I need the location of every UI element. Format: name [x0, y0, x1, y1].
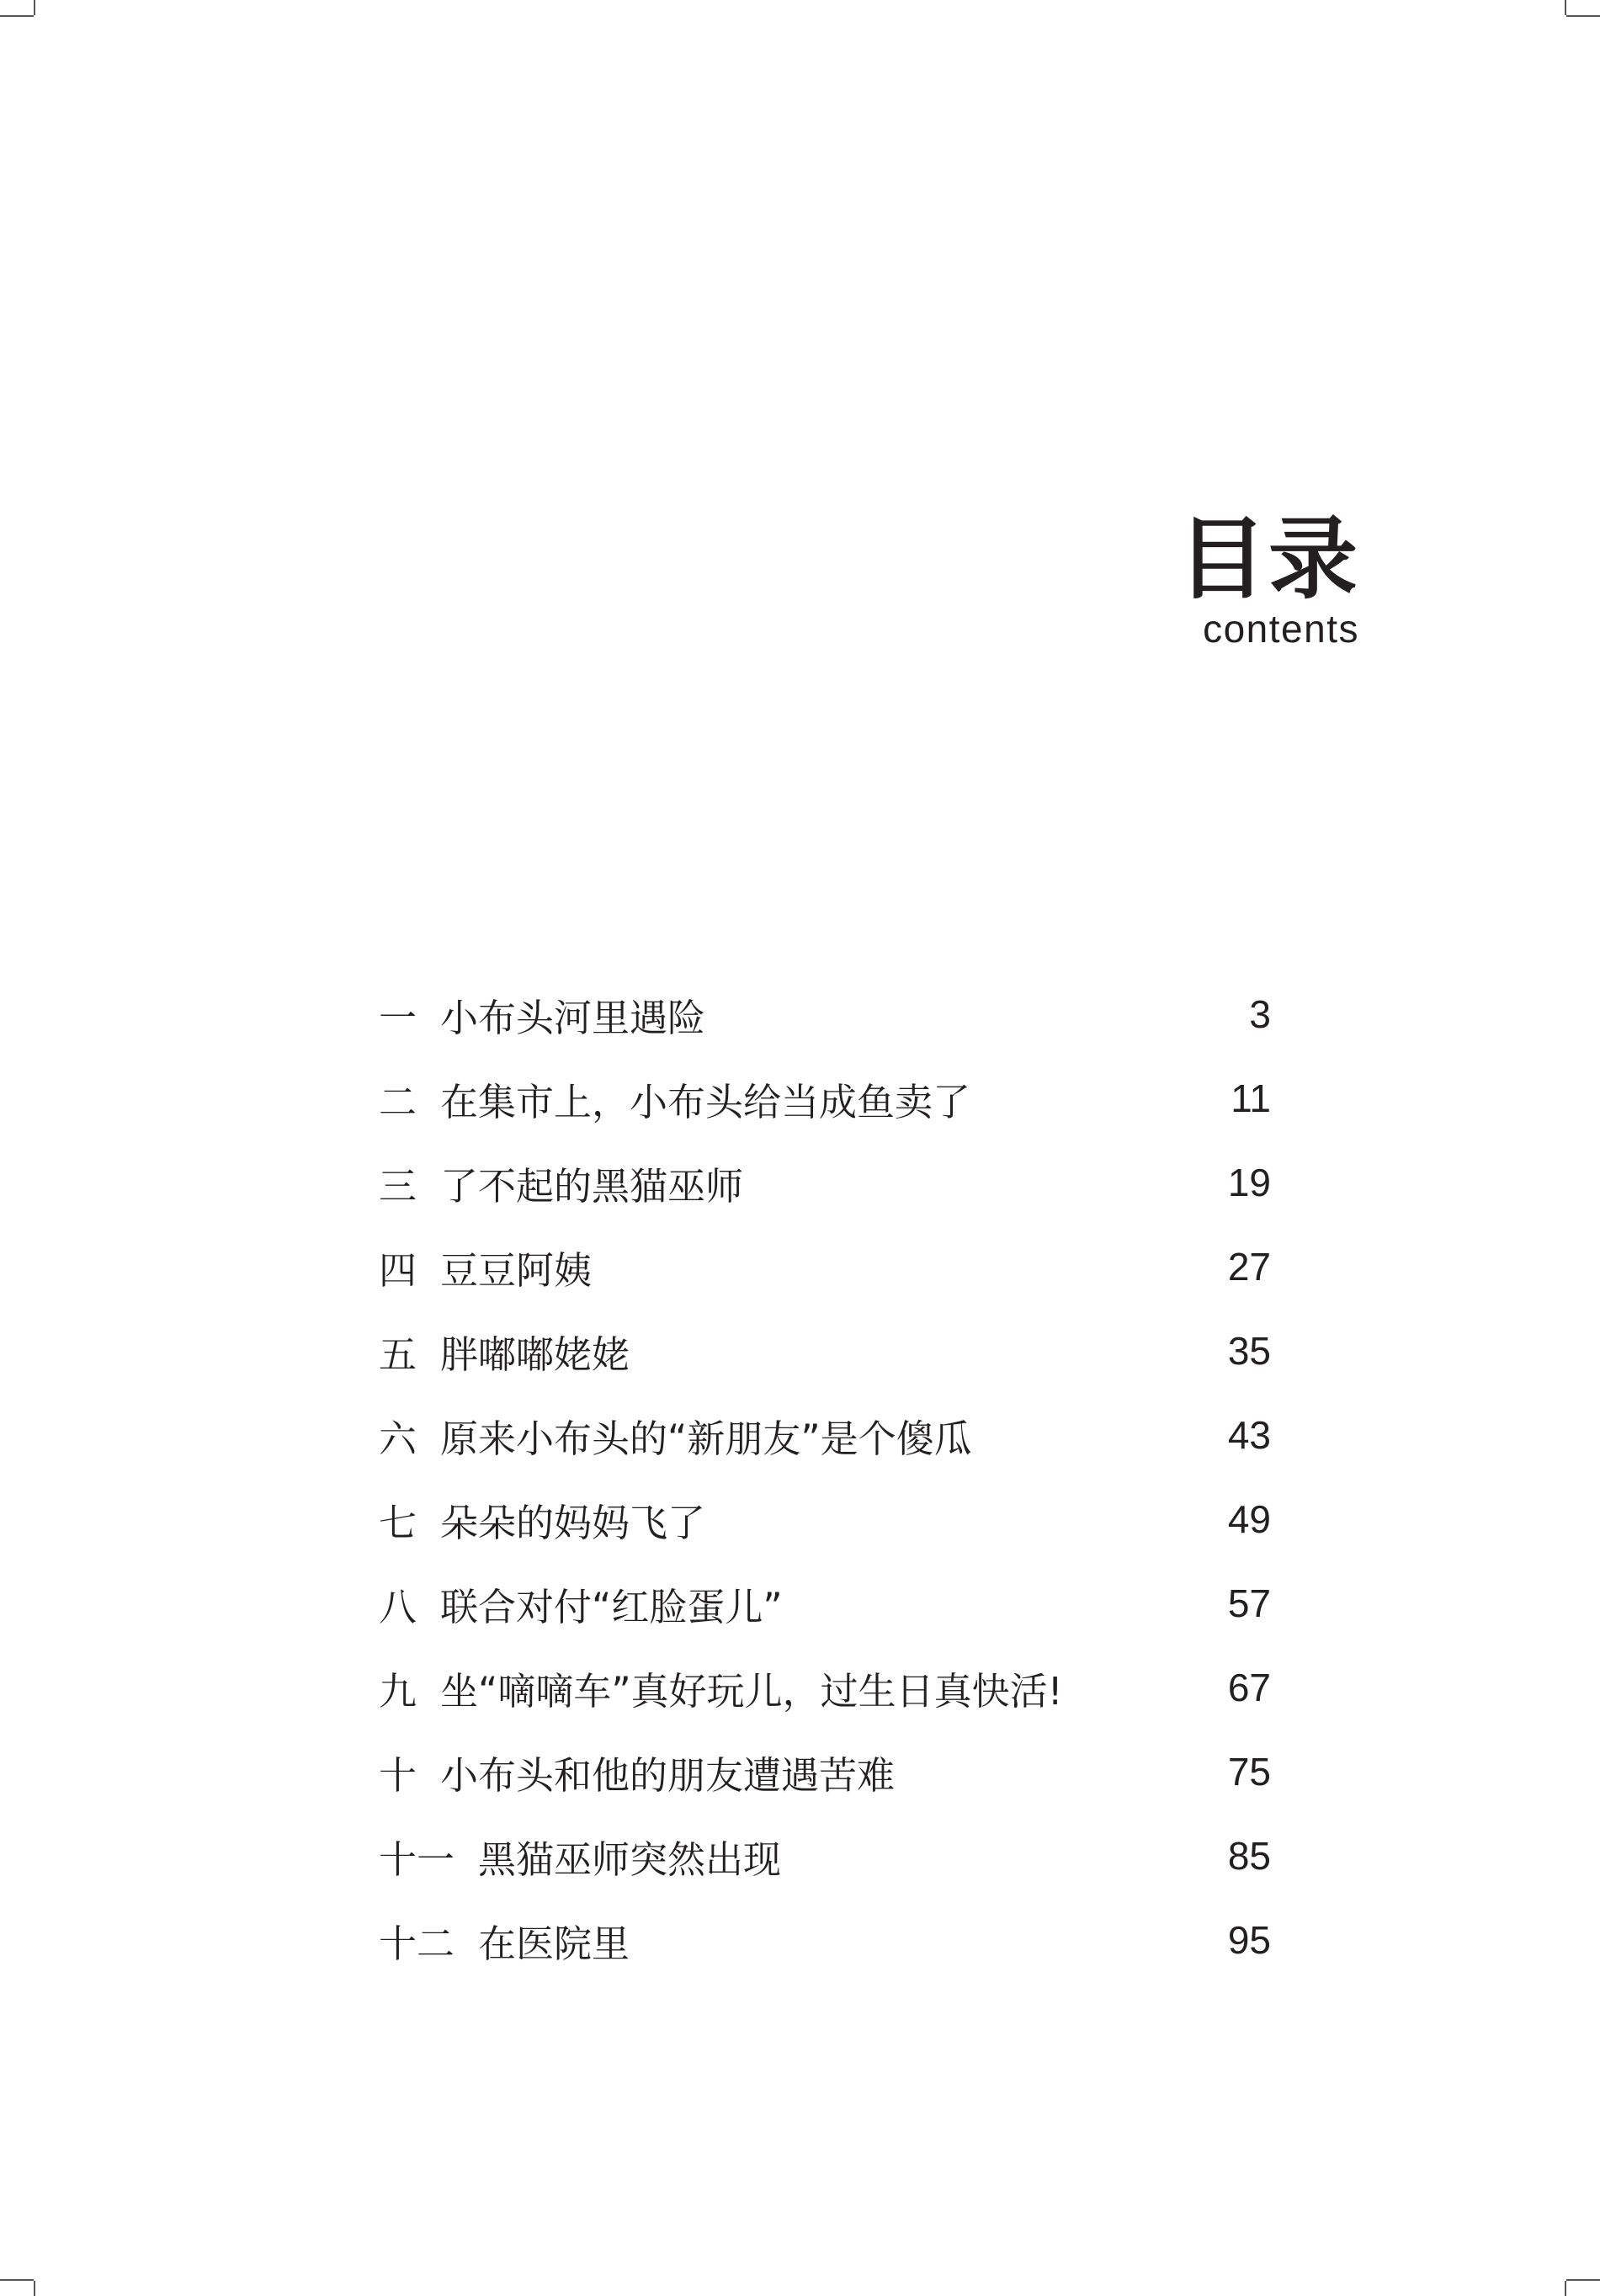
chapter-number: 八 — [379, 1584, 417, 1629]
chapter-number: 三 — [379, 1163, 417, 1209]
crop-mark-top-right-horizontal — [1566, 15, 1600, 17]
chapter-page-number: 95 — [1227, 1918, 1271, 1962]
crop-mark-bottom-left-horizontal — [0, 2279, 34, 2281]
crop-mark-top-right-vertical — [1565, 0, 1566, 15]
chapter-page-number: 27 — [1227, 1245, 1271, 1289]
chapter-number: 七 — [379, 1500, 417, 1545]
toc-entry[interactable] — [379, 1561, 1271, 1645]
toc-entry[interactable] — [379, 1645, 1271, 1730]
toc-heading-title: 目录 — [1177, 508, 1359, 611]
chapter-number: 六 — [379, 1416, 417, 1461]
toc-entry[interactable] — [379, 1140, 1271, 1225]
crop-mark-bottom-right-horizontal — [1566, 2279, 1600, 2281]
chapter-number: 一 — [379, 995, 417, 1040]
crop-mark-bottom-left-vertical — [34, 2281, 35, 2296]
chapter-title: 朵朵的妈妈飞了 — [440, 1500, 706, 1545]
toc-entry[interactable] — [379, 1477, 1271, 1561]
chapter-title: 联合对付“红脸蛋儿” — [440, 1584, 783, 1629]
toc-entry[interactable] — [379, 1056, 1271, 1140]
toc-entry[interactable] — [379, 1225, 1271, 1309]
toc-entry[interactable] — [379, 1730, 1271, 1814]
chapter-title: 坐“嘀嘀车”真好玩儿，过生日真快活! — [440, 1668, 1063, 1714]
toc-heading-subtitle: contents — [1203, 607, 1359, 651]
crop-mark-top-left-vertical — [34, 0, 35, 15]
chapter-number: 九 — [379, 1668, 417, 1714]
chapter-title: 豆豆阿姨 — [440, 1247, 593, 1293]
chapter-page-number: 75 — [1227, 1750, 1271, 1794]
chapter-title: 在医院里 — [478, 1921, 630, 1966]
chapter-page-number: 85 — [1227, 1834, 1271, 1878]
toc-entry[interactable] — [379, 1309, 1271, 1393]
crop-mark-top-left-horizontal — [0, 15, 34, 17]
chapter-page-number: 67 — [1227, 1666, 1271, 1709]
chapter-number: 十二 — [379, 1921, 455, 1966]
chapter-page-number: 3 — [1249, 992, 1271, 1036]
table-of-contents — [379, 972, 1271, 1982]
chapter-title: 了不起的黑猫巫师 — [440, 1163, 744, 1209]
toc-entry[interactable] — [379, 1898, 1271, 1982]
chapter-number: 十一 — [379, 1836, 455, 1882]
chapter-number: 十 — [379, 1752, 417, 1798]
chapter-page-number: 35 — [1227, 1329, 1271, 1373]
chapter-page-number: 57 — [1227, 1581, 1271, 1625]
toc-entry[interactable] — [379, 1393, 1271, 1477]
chapter-title: 小布头和他的朋友遭遇苦难 — [440, 1752, 896, 1798]
toc-heading — [1177, 508, 1359, 651]
chapter-page-number: 19 — [1227, 1161, 1271, 1204]
chapter-number: 五 — [379, 1331, 417, 1377]
chapter-number: 二 — [379, 1079, 417, 1124]
chapter-page-number: 49 — [1227, 1497, 1271, 1541]
chapter-page-number: 11 — [1231, 1076, 1271, 1120]
chapter-title: 胖嘟嘟姥姥 — [440, 1331, 630, 1377]
chapter-page-number: 43 — [1227, 1413, 1271, 1457]
chapter-title: 在集市上，小布头给当成鱼卖了 — [440, 1079, 971, 1124]
chapter-title: 黑猫巫师突然出现 — [478, 1836, 782, 1882]
chapter-title: 小布头河里遇险 — [440, 995, 706, 1040]
chapter-number: 四 — [379, 1247, 417, 1293]
chapter-title: 原来小布头的“新朋友”是个傻瓜 — [440, 1416, 972, 1461]
crop-mark-bottom-right-vertical — [1565, 2281, 1566, 2296]
toc-entry[interactable] — [379, 1814, 1271, 1898]
toc-entry[interactable] — [379, 972, 1271, 1056]
